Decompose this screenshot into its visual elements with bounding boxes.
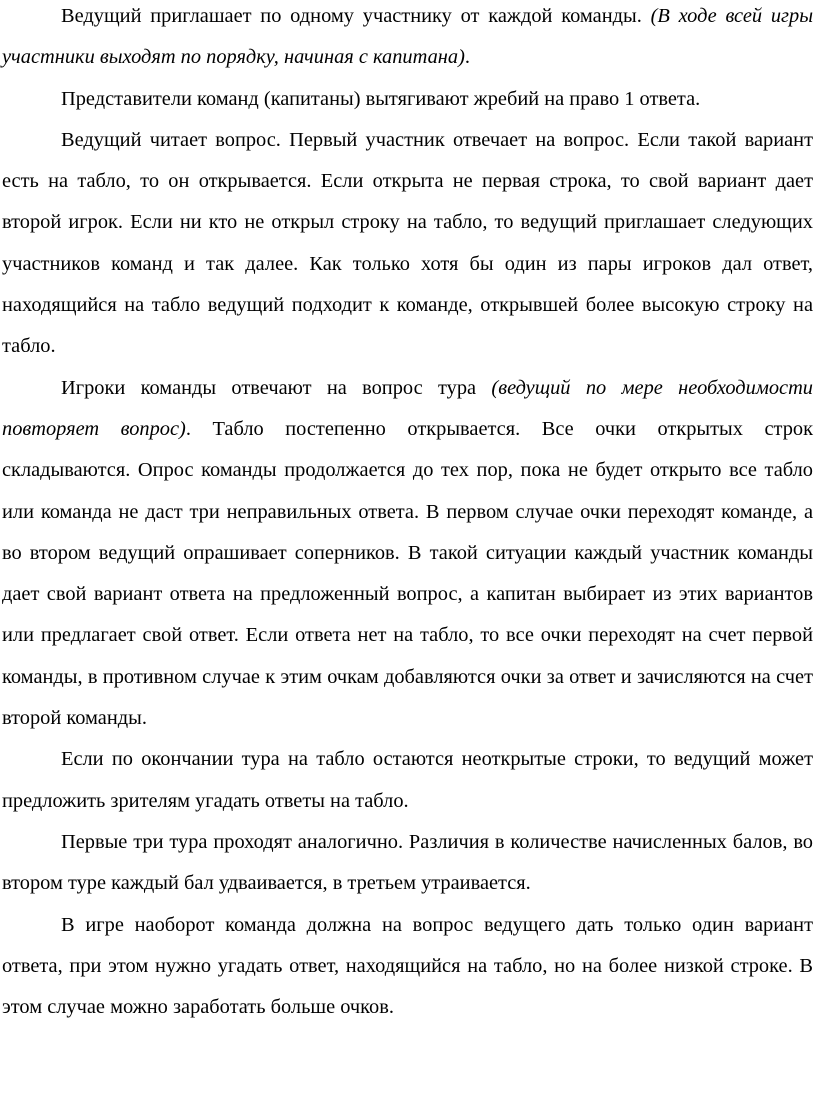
- paragraph-team-players-answer: [2, 368, 813, 740]
- paragraph-host-invites: [2, 0, 813, 79]
- paragraph-text: . Табло постепенно открывается. Все очки открытых строк складываются. Опрос команды продолжается до тех пор, пока не будет открыто все табло или команда не даст три неправильных ответа. В первом случае очки переходят команде, а во втором ведущий опрашивает соперников. В такой ситуации каждый участник команды дает свой вариант ответа на предложенный вопрос, а капитан выбирает из этих вариантов или предлагает свой ответ. Если ответа нет на табло, то все очки переходят на счет первой команды, в противном случае к этим очкам добавляются очки за ответ и зачисляются на счет второй команды.: [2, 417, 813, 730]
- paragraph-unopened-rows: [2, 739, 813, 822]
- document-body: [2, 0, 813, 1028]
- paragraph-first-three-rounds: [2, 822, 813, 905]
- paragraph-host-reads-question: [2, 120, 813, 368]
- paragraph-italic-note: (В ходе всей игры участники выходят по порядку, начиная с капитана): [2, 5, 814, 69]
- paragraph-text: Ведущий читает вопрос. Первый участник отвечает на вопрос. Если такой вариант есть на табло, то он открывается. Если открыта не первая строка, то свой вариант дает второй игрок. Если ни кто не открыл строку на табло, то ведущий приглашает следующих участников команд и так далее. Как только хотя бы один из пары игроков дал ответ, находящийся на табло ведущий подходит к команде, открывшей более высокую строку на табло.: [2, 128, 813, 358]
- paragraph-captains-draw: [2, 79, 813, 120]
- paragraph-italic-note: (ведущий по мере необходимости повторяет вопрос): [2, 376, 813, 440]
- paragraph-text: Представители команд (капитаны) вытягивают жребий на право 1 ответа.: [61, 87, 701, 110]
- paragraph-text: Если по окончании тура на табло остаются неоткрытые строки, то ведущий может предложить зрителям угадать ответы на табло.: [2, 748, 813, 812]
- paragraph-text: Игроки команды отвечают на вопрос тура: [61, 376, 492, 399]
- paragraph-text: В игре наоборот команда должна на вопрос ведущего дать только один вариант ответа, при этом нужно угадать ответ, находящийся на табло, но на более низкой строке. В этом случае можно заработать больше очков.: [2, 913, 813, 1019]
- paragraph-text: Ведущий приглашает по одному участнику от каждой команды.: [61, 5, 651, 27]
- paragraph-text: Первые три тура проходят аналогично. Различия в количестве начисленных балов, во втором туре каждый бал удваивается, в третьем утраивается.: [2, 830, 813, 895]
- paragraph-text: .: [464, 46, 470, 69]
- paragraph-reverse-game: [2, 905, 813, 1029]
